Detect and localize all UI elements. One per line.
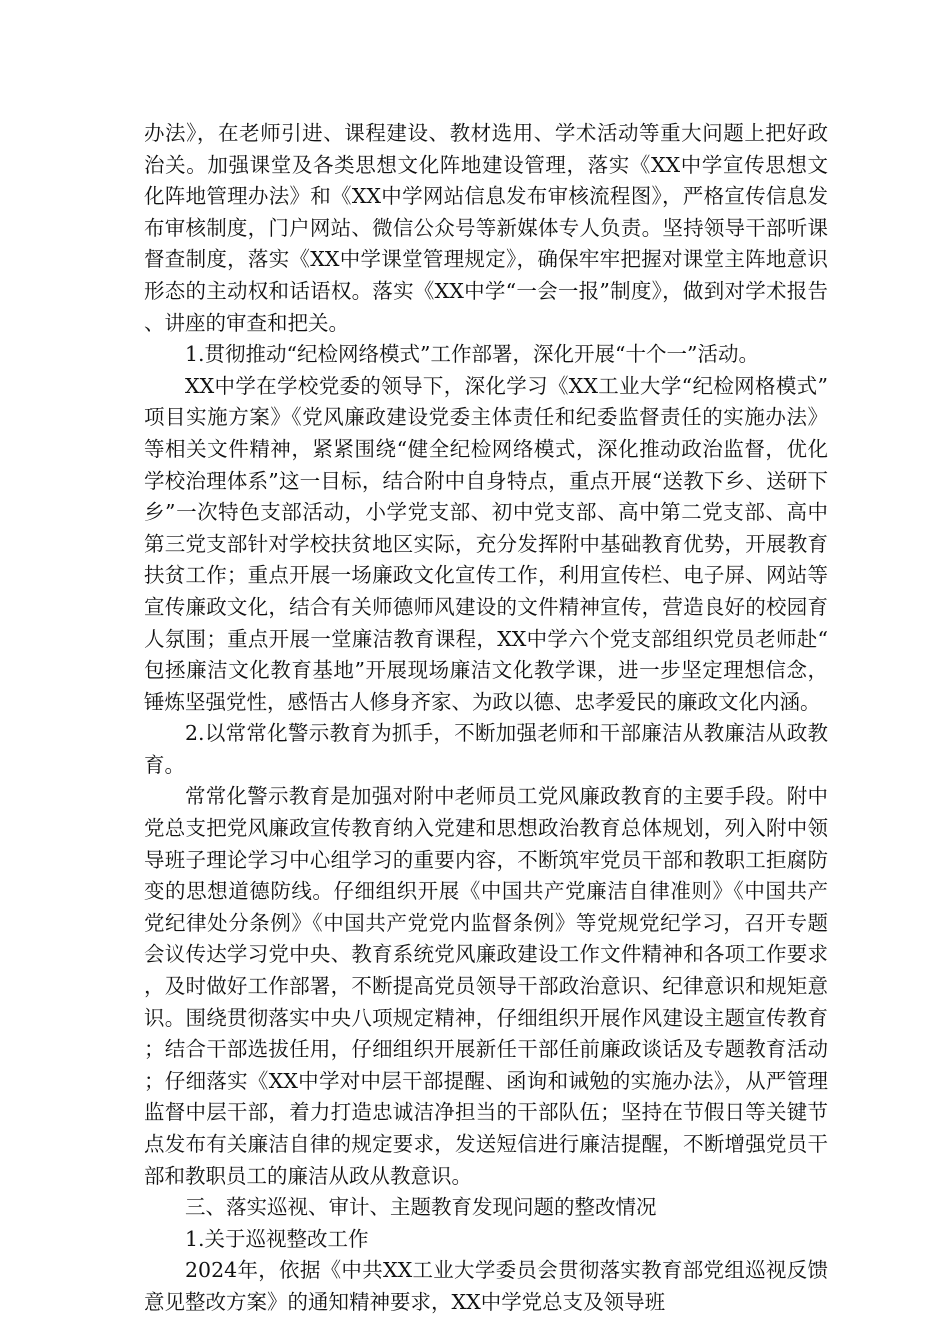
section-heading-1: 1.贯彻推动“纪检网络模式”工作部署，深化开展“十个一”活动。 bbox=[185, 342, 759, 367]
paragraph-warning-education: 常常化警示教育是加强对附中老师员工党风廉政教育的主要手段。附中党总支把党风廉政宣传教育纳入党建和思想政治教育总体规划，列入附中领导班子理论学习中心组学习的重要内容，不断筑牢党员干部和教职工拒腐防变的思想道德防线。仔细组织开展《中国共产党廉洁自律准则》《中国共产党纪律处分条例》《中国共产党党内监督条例》等党规党纪学习，召开专题会议传达学习党中央、教育系统党风廉政建设工作文件精神和各项工作要求，及时做好工作部署，不断提高党员领导干部政治意识、纪律意识和规矩意识。围绕贯彻落实中央八项规定精神，仔细组织开展作风建设主题宣传教育；结合干部选拔任用，仔细组织开展新任干部任前廉政谈话及专题教育活动；仔细落实《XX中学对中层干部提醒、函询和诫勉的实施办法》，从严管理监督中层干部，着力打造忠诚洁净担当的干部队伍；坚持在节假日等关键节点发布有关廉洁自律的规定要求，发送短信进行廉洁提醒，不断增强党员干部和教职员工的廉洁从政从教意识。 bbox=[144, 784, 828, 1188]
paragraph-continuation: 办法》，在老师引进、课程建设、教材选用、学术活动等重大问题上把好政治关。加强课堂及各类思想文化阵地建设管理，落实《XX中学宣传思想文化阵地管理办法》和《XX中学网站信息发布审核流程图》，严格宣传信息发布审核制度，门户网站、微信公众号等新媒体专人负责。坚持领导干部听课督查制度，落实《XX中学课堂管理规定》，确保牢牢把握对课堂主阵地意识形态的主动权和话语权。落实《XX中学“一会一报”制度》，做到对学术报告、讲座的审查和把关。 bbox=[144, 121, 828, 335]
paragraph-discipline-network: XX中学在学校党委的领导下，深化学习《XX工业大学“纪检网格模式”项目实施方案》《党风廉政建设党委主体责任和纪委监督责任的实施办法》等相关文件精神，紧紧围绕“健全纪检网络模式，深化推动政治监督，优化学校治理体系”这一目标，结合附中自身特点，重点开展“送教下乡、送研下乡”一次特色支部活动，小学党支部、初中党支部、高中第二党支部、高中第三党支部针对学校扶贫地区实际，充分发挥附中基础教育优势，开展教育扶贫工作；重点开展一场廉政文化宣传工作，利用宣传栏、电子屏、网站等宣传廉政文化，结合有关师德师风建设的文件精神宣传，营造良好的校园育人氛围；重点开展一堂廉洁教育课程，XX中学六个党支部组织党员老师赴“包拯廉洁文化教育基地”开展现场廉洁文化教学课，进一步坚定理想信念，锤炼坚强党性，感悟古人修身齐家、为政以德、忠孝爱民的廉政文化内涵。 bbox=[144, 373, 828, 714]
subsection-heading-inspection: 1.关于巡视整改工作 bbox=[185, 1226, 369, 1251]
paragraph-inspection-rectification: 2024年，依据《中共XX工业大学委员会贯彻落实教育部党组巡视反馈意见整改方案》的通知精神要求，XX中学党总支及领导班 bbox=[144, 1258, 828, 1314]
chapter-heading-3: 三、落实巡视、审计、主题教育发现问题的整改情况 bbox=[185, 1195, 657, 1220]
document-page bbox=[144, 118, 828, 1319]
section-heading-2: 2.以常常化警示教育为抓手，不断加强老师和干部廉洁从教廉洁从政教育。 bbox=[144, 721, 828, 777]
